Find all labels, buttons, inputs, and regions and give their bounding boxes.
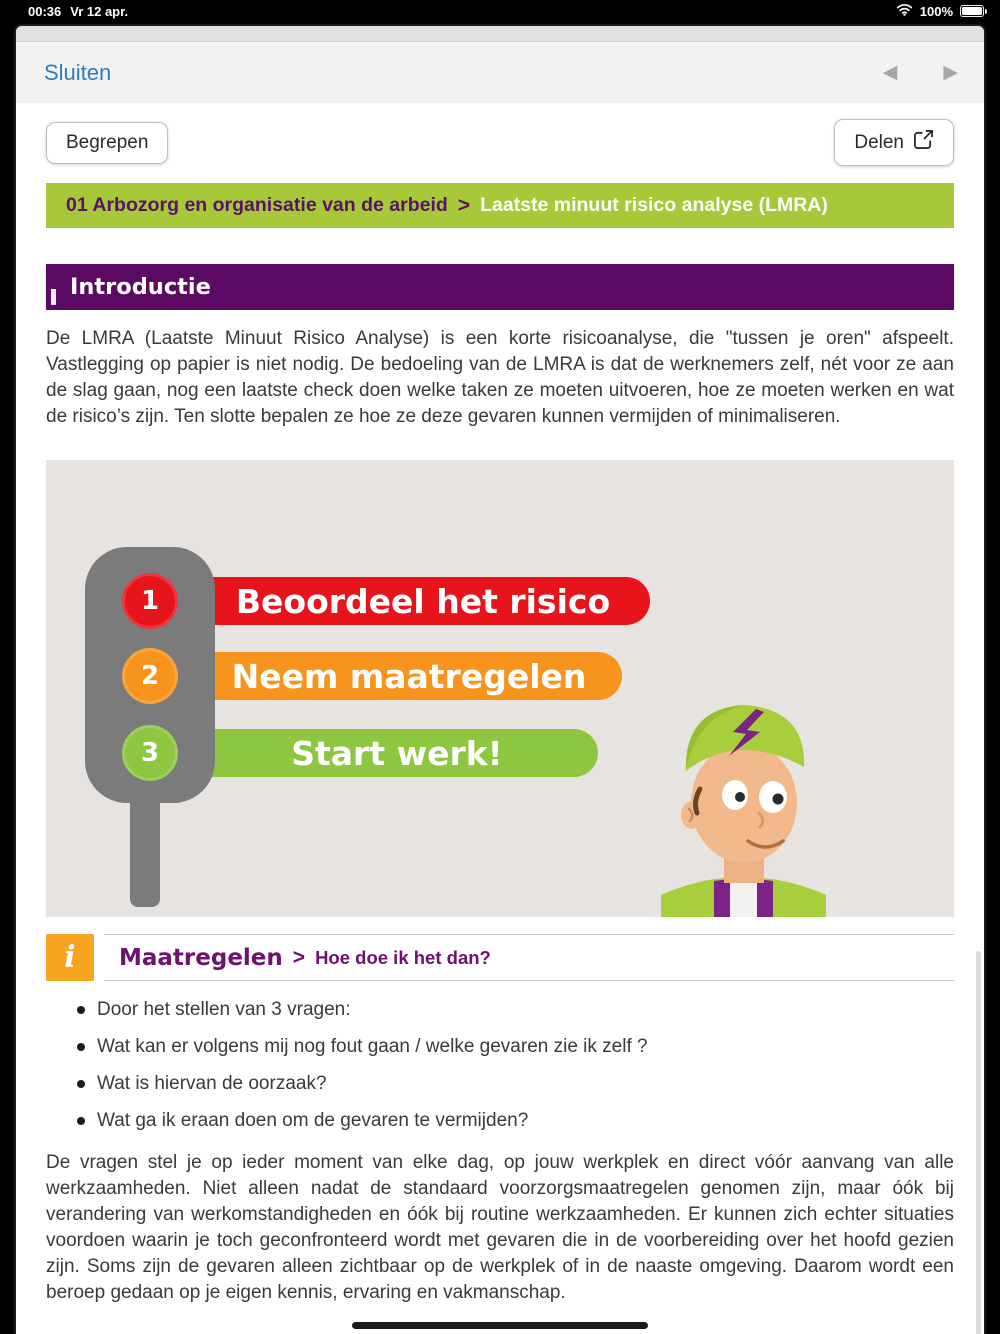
- breadcrumb-separator-icon: >: [457, 193, 471, 217]
- lamp-2-number: 2: [140, 661, 160, 691]
- step-banner-3-label: Start werk!: [291, 733, 503, 773]
- list-item: [46, 1034, 954, 1060]
- home-indicator[interactable]: [352, 1322, 648, 1329]
- understood-button-label: Begrepen: [66, 131, 149, 153]
- traffic-light-lamp-red: [122, 573, 178, 629]
- share-icon: [913, 129, 934, 156]
- intro-paragraph: De LMRA (Laatste Minuut Risico Analyse) is een korte risicoanalyse, die "tussen je oren" afspeelt. Vastlegging op papier is niet nodig. De bedoeling van de LMRA is dat de werknemers zelf, nét voor ze aan de slag gaan, nog een laatste check doen welke taken ze moeten uitvoeren, hoe ze moeten werken en wat de risico’s zijn. Ten slotte bepalen ze hoe ze deze gevaren kunnen vermijden of minimaliseren.: [46, 328, 954, 427]
- share-button[interactable]: [834, 119, 954, 166]
- list-item-text: Wat kan er volgens mij nog fout gaan / welke gevaren zie ik zelf ?: [97, 1036, 648, 1057]
- list-item-text: Door het stellen van 3 vragen:: [97, 999, 351, 1020]
- breadcrumb-topic: Laatste minuut risico analyse (LMRA): [480, 194, 828, 216]
- list-item: [46, 997, 954, 1023]
- traffic-light-pole: [130, 790, 160, 907]
- info-separator-icon: >: [292, 945, 306, 969]
- question-list: [46, 997, 954, 1134]
- close-link[interactable]: Sluiten: [44, 59, 112, 85]
- info-title: Maatregelen: [119, 944, 283, 971]
- forward-arrow-icon[interactable]: ▶: [943, 62, 958, 83]
- step-banner-3: [196, 729, 598, 777]
- step-banner-1: [196, 577, 650, 625]
- app-window: [14, 24, 986, 1334]
- info-header: [46, 934, 954, 981]
- breadcrumb-chapter[interactable]: 01 Arbozorg en organisatie van de arbeid: [66, 194, 448, 216]
- browser-toolbar: [16, 42, 984, 103]
- action-row: [46, 119, 954, 166]
- battery-icon: [960, 5, 984, 17]
- understood-button[interactable]: [46, 122, 168, 164]
- step-banner-2: [196, 652, 622, 700]
- back-arrow-icon[interactable]: ◀: [882, 62, 898, 83]
- lmra-illustration: [46, 460, 954, 917]
- status-time: 00:36: [28, 3, 62, 19]
- info-subtitle: Hoe doe ik het dan?: [315, 946, 491, 968]
- lamp-1-number: 1: [140, 586, 160, 616]
- worker-character-illustration: [656, 685, 831, 917]
- lamp-3-number: 3: [140, 738, 160, 768]
- share-button-label: Delen: [854, 131, 904, 153]
- list-item: [46, 1108, 954, 1134]
- battery-percent: 100%: [919, 3, 953, 19]
- status-bar: [0, 0, 1000, 24]
- info-icon: i: [46, 934, 94, 981]
- step-banner-2-label: Neem maatregelen: [231, 656, 587, 696]
- section-title-label: Introductie: [70, 274, 211, 300]
- list-item-text: Wat ga ik eraan doen om de gevaren te vermijden?: [97, 1110, 529, 1131]
- traffic-light-lamp-orange: [122, 648, 178, 704]
- section-header: [46, 264, 954, 310]
- closing-paragraph: De vragen stel je op ieder moment van elke dag, op jouw werkplek en direct vóór aanvang van alle werkzaamheden. Niet alleen nadat de standaard voorzorgsmaatregelen genomen zijn, maar óók bij verandering van werkomstandigheden en óók bij routine werkzaamheden. Er kunnen zich echter situaties voordoen waarin je toch geconfronteerd wordt met gevaren die in de voorbereiding over het hoofd gezien zijn. Soms zijn de gevaren alleen zichtbaar op de werkplek of in de naaste omgeving. Daarom wordt een beroep gedaan op je eigen kennis, ervaring en vakmanschap.: [46, 1152, 954, 1303]
- wifi-icon: [896, 3, 913, 19]
- list-item: [46, 1071, 954, 1097]
- traffic-light-lamp-green: [122, 725, 178, 781]
- step-banner-1-label: Beoordeel het risico: [235, 581, 611, 621]
- scrollbar-thumb[interactable]: [976, 951, 981, 1334]
- section-header-notch: [51, 289, 56, 305]
- info-title-wrap: [104, 934, 954, 981]
- window-top-strip: [16, 26, 984, 42]
- status-date: Vr 12 apr.: [70, 3, 129, 19]
- breadcrumb: [46, 183, 954, 228]
- list-item-text: Wat is hiervan de oorzaak?: [97, 1073, 327, 1094]
